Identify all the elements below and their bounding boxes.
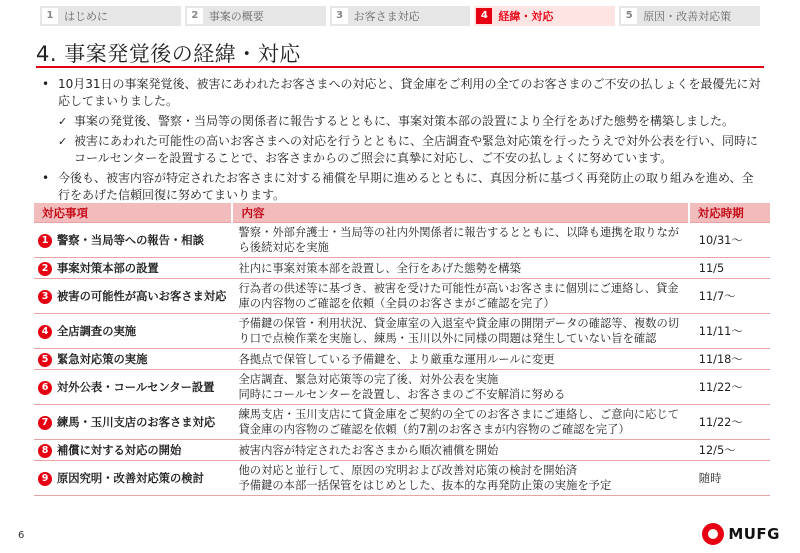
table-row bbox=[34, 461, 770, 496]
table-row bbox=[34, 223, 770, 258]
row-item-label: 原因究明・改善対応策の検討 bbox=[57, 472, 204, 485]
row-content: 社内に事案対策本部を設置し、全行をあげた態勢を構築 bbox=[232, 258, 688, 279]
row-number-badge: 9 bbox=[38, 472, 52, 486]
tab-label: 原因・改善対応策 bbox=[643, 10, 732, 23]
table-row bbox=[34, 405, 770, 440]
row-item bbox=[34, 405, 232, 440]
row-content: 警察・外部弁護士・当局等の社内外関係者に報告するとともに、以降も連携を取りながら後続対応を実施 bbox=[232, 223, 688, 258]
row-item bbox=[34, 314, 232, 349]
row-number-badge: 8 bbox=[38, 444, 52, 458]
row-number-badge: 3 bbox=[38, 290, 52, 304]
bullet-item: • 10月31日の事案発覚後、被害にあわれたお客さまへの対応と、貸金庫をご利用の全てのお客さまのご不安の払しょくを最優先に対応してまいりました。 bbox=[40, 76, 764, 110]
row-content: 各拠点で保管している予備鍵を、より厳重な運用ルールに変更 bbox=[232, 349, 688, 370]
tab-timeline-response[interactable] bbox=[474, 6, 615, 26]
row-item-label: 被害の可能性が高いお客さま対応 bbox=[57, 290, 227, 303]
row-content: 被害内容が特定されたお客さまから順次補償を開始 bbox=[232, 440, 688, 461]
tab-case-overview[interactable] bbox=[185, 6, 326, 26]
row-period: 11/18～ bbox=[689, 349, 770, 370]
row-content: 練馬支店・玉川支店にて貸金庫をご契約の全てのお客さまにご連絡し、ご意向に応じて貸金庫の内容物のご確認を依頼（約7割のお客さまが内容物のご確認を完了） bbox=[232, 405, 688, 440]
header-period: 対応時期 bbox=[689, 203, 770, 223]
tab-label: 事案の概要 bbox=[208, 10, 264, 23]
logo-text: MUFG bbox=[728, 525, 780, 543]
tab-number: 3 bbox=[332, 8, 348, 24]
row-item-label: 補償に対する対応の開始 bbox=[57, 444, 182, 457]
row-item bbox=[34, 370, 232, 405]
tab-number: 5 bbox=[621, 8, 637, 24]
table-header-row bbox=[34, 203, 770, 223]
row-number-badge: 1 bbox=[38, 234, 52, 248]
row-content: 他の対応と並行して、原因の究明および改善対応策の検討を開始済 予備鍵の本部一括保管をはじめとした、抜本的な再発防止策の実施を予定 bbox=[232, 461, 688, 496]
row-period: 11/7～ bbox=[689, 279, 770, 314]
row-item bbox=[34, 440, 232, 461]
row-item-label: 事案対策本部の設置 bbox=[57, 262, 159, 275]
tab-label: お客さま対応 bbox=[353, 10, 420, 23]
summary-bullets bbox=[40, 76, 764, 207]
row-number-badge: 4 bbox=[38, 325, 52, 339]
row-number-badge: 7 bbox=[38, 416, 52, 430]
check-item: ✓ 事案の発覚後、警察・当局等の関係者に報告するとともに、事案対策本部の設置により全行をあげた態勢を構築しました。 bbox=[40, 113, 764, 130]
row-period: 10/31～ bbox=[689, 223, 770, 258]
row-item bbox=[34, 223, 232, 258]
tab-customer-response[interactable] bbox=[330, 6, 471, 26]
page-title: 4. 事案発覚後の経緯・対応 bbox=[36, 42, 301, 66]
row-period: 12/5～ bbox=[689, 440, 770, 461]
tab-label: 経緯・対応 bbox=[498, 10, 554, 23]
row-content: 予備鍵の保管・利用状況、貸金庫室の入退室や貸金庫の開閉データの確認等、複数の切り口で点検作業を実施し、練馬・玉川以外に同様の問題は発生していない旨を確認 bbox=[232, 314, 688, 349]
row-period: 11/5 bbox=[689, 258, 770, 279]
table-row bbox=[34, 440, 770, 461]
row-number-badge: 5 bbox=[38, 353, 52, 367]
tab-introduction[interactable] bbox=[40, 6, 181, 26]
table-row bbox=[34, 349, 770, 370]
section-tabs bbox=[40, 6, 760, 28]
row-item-label: 練馬・玉川支店のお客さま対応 bbox=[57, 416, 216, 429]
row-item-label: 警察・当局等への報告・相談 bbox=[57, 234, 204, 247]
mufg-logo bbox=[702, 523, 780, 545]
page-number: 6 bbox=[18, 530, 25, 541]
tab-cause-countermeasures[interactable] bbox=[619, 6, 760, 26]
row-period: 11/11～ bbox=[689, 314, 770, 349]
row-period: 随時 bbox=[689, 461, 770, 496]
tab-number: 2 bbox=[187, 8, 203, 24]
header-content: 内容 bbox=[232, 203, 688, 223]
header-item: 対応事項 bbox=[34, 203, 232, 223]
table-row bbox=[34, 279, 770, 314]
table-row bbox=[34, 314, 770, 349]
row-item bbox=[34, 279, 232, 314]
row-item-label: 緊急対応策の実施 bbox=[57, 353, 148, 366]
row-content: 行為者の供述等に基づき、被害を受けた可能性が高いお客さまに個別にご連絡し、貸金庫の内容物のご確認を依頼（全員のお客さまがご確認を完了） bbox=[232, 279, 688, 314]
row-item bbox=[34, 349, 232, 370]
tab-number: 1 bbox=[42, 8, 58, 24]
row-item bbox=[34, 258, 232, 279]
row-period: 11/22～ bbox=[689, 405, 770, 440]
check-item: ✓ 被害にあわれた可能性の高いお客さまへの対応を行うとともに、全店調査や緊急対応策を行ったうえで対外公表を行い、同時にコールセンターを設置することで、お客さまからのご照会に真摯に対応し、ご不安の払しょくに努めています。 bbox=[40, 133, 764, 167]
row-number-badge: 2 bbox=[38, 262, 52, 276]
table-row bbox=[34, 370, 770, 405]
tab-number: 4 bbox=[476, 8, 492, 24]
row-period: 11/22～ bbox=[689, 370, 770, 405]
tab-label: はじめに bbox=[64, 10, 108, 23]
table-row bbox=[34, 258, 770, 279]
response-table bbox=[34, 203, 770, 496]
row-item bbox=[34, 461, 232, 496]
row-content: 全店調査、緊急対応策等の完了後、対外公表を実施 同時にコールセンターを設置し、お客さまのご不安解消に努める bbox=[232, 370, 688, 405]
row-number-badge: 6 bbox=[38, 381, 52, 395]
title-divider bbox=[36, 66, 764, 68]
row-item-label: 全店調査の実施 bbox=[57, 325, 137, 338]
logo-mark-icon bbox=[702, 523, 724, 545]
row-item-label: 対外公表・コールセンター設置 bbox=[57, 381, 215, 394]
bullet-item: • 今後も、被害内容が特定されたお客さまに対する補償を早期に進めるとともに、真因分析に基づく再発防止の取り組みを進め、全行をあげた信頼回復に努めてまいります。 bbox=[40, 170, 764, 204]
